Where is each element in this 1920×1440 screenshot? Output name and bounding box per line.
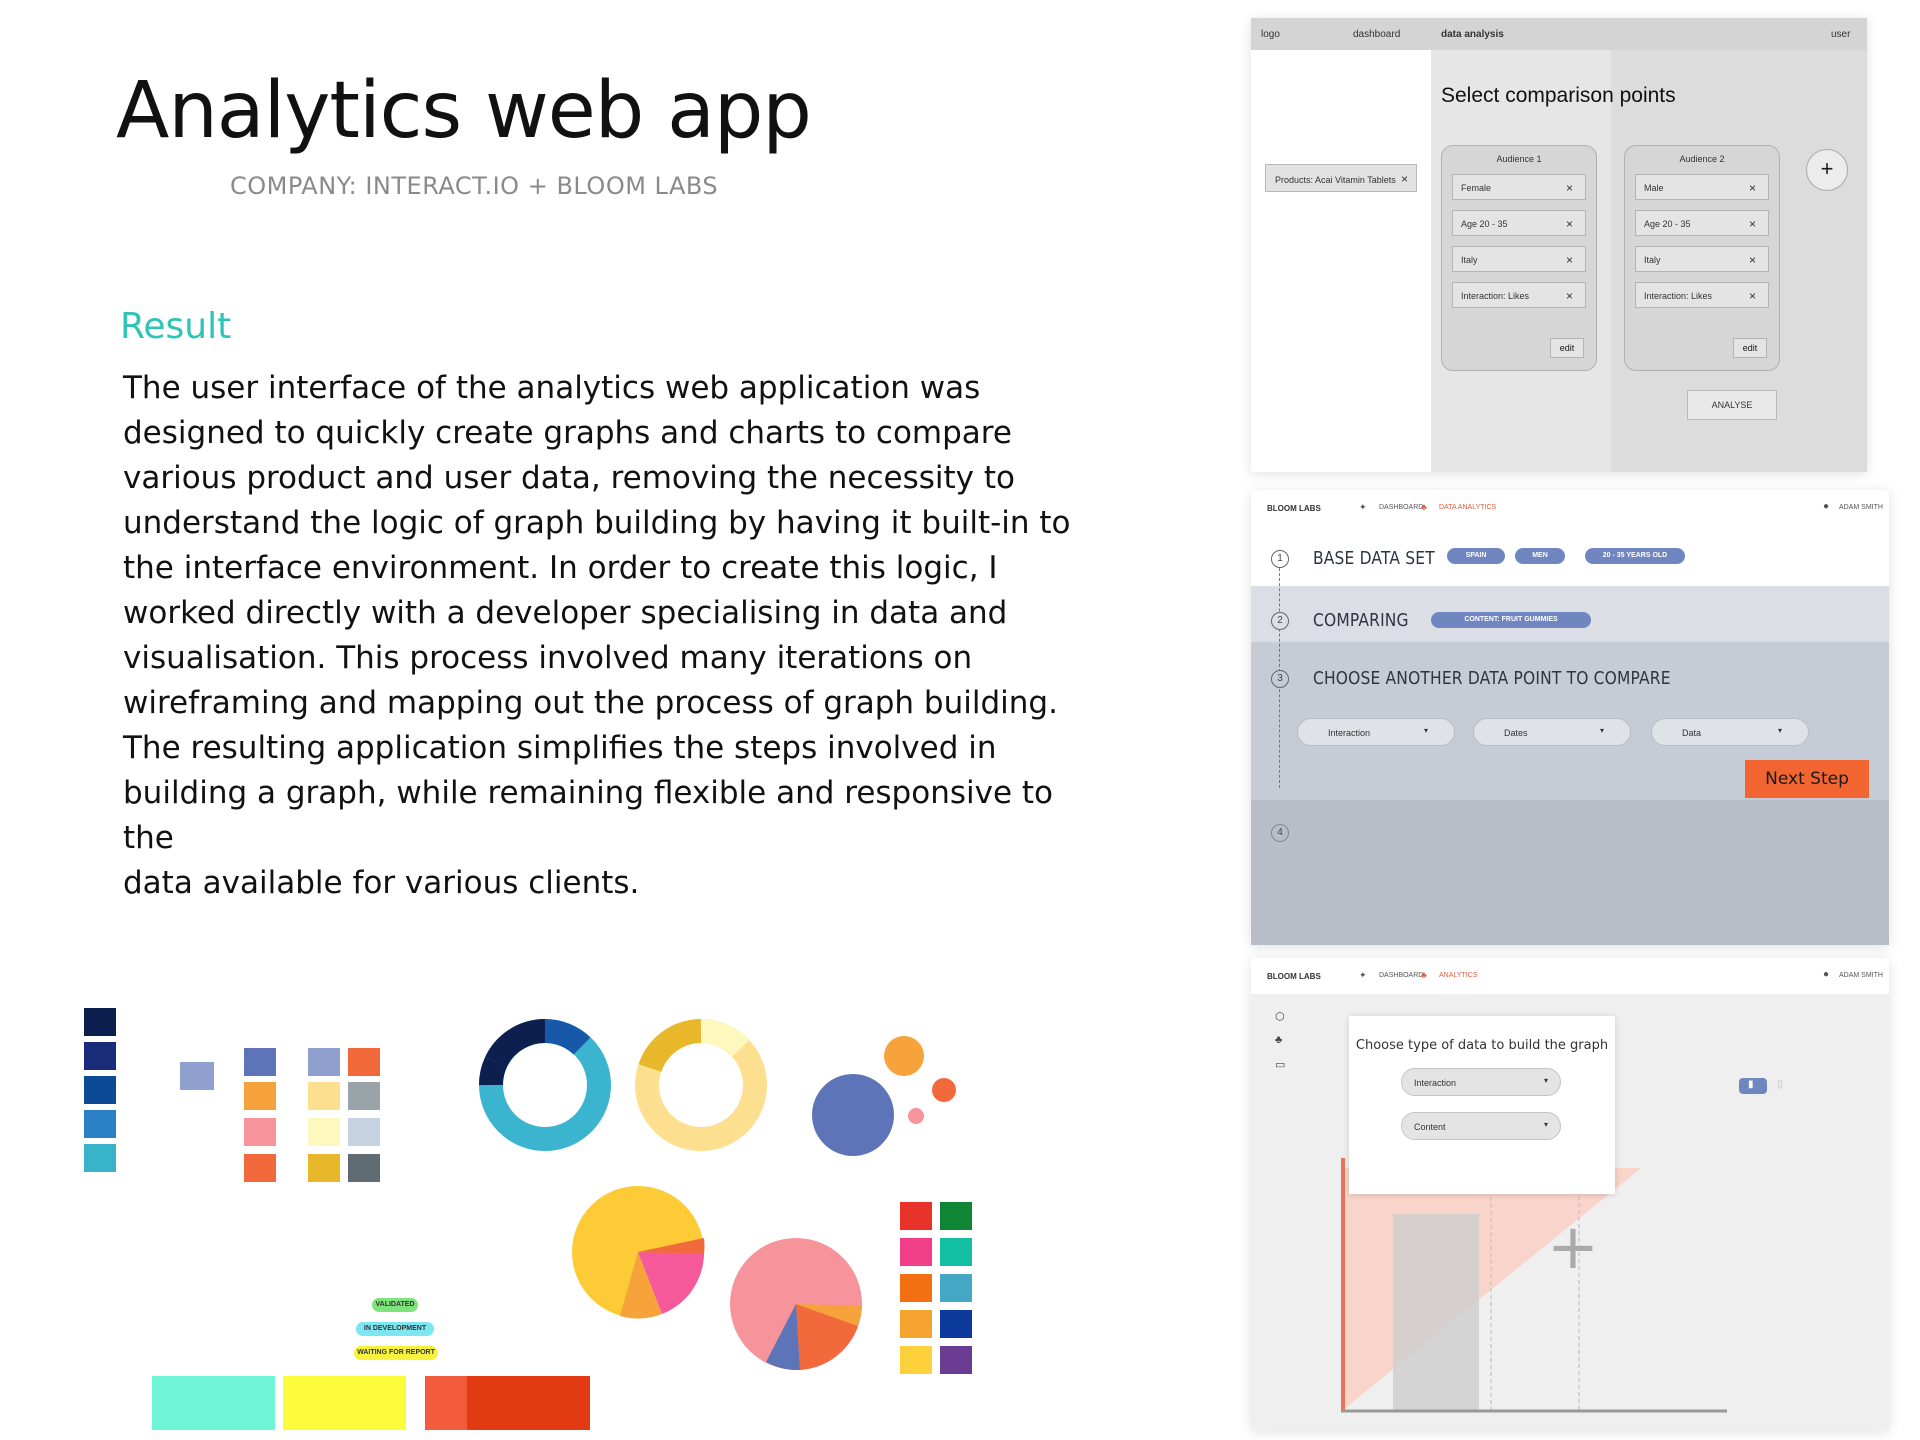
color-swatch — [244, 1154, 276, 1182]
result-heading: Result — [120, 306, 232, 347]
color-swatch — [84, 1144, 116, 1172]
bloom-logo[interactable]: BLOOM LABS — [1267, 504, 1321, 513]
filter-chip[interactable] — [1452, 174, 1586, 200]
company-subtitle: COMPANY: INTERACT.IO + BLOOM LABS — [230, 172, 719, 200]
edit-button[interactable]: edit — [1550, 338, 1584, 358]
nav-data-analytics[interactable]: DATA ANALYTICS — [1439, 504, 1497, 511]
cube-icon[interactable]: ⬡ — [1275, 1011, 1285, 1023]
donut-segment — [650, 1031, 701, 1068]
page-title: Analytics web app — [116, 66, 811, 156]
close-icon[interactable]: × — [1400, 172, 1408, 186]
color-bar — [425, 1376, 467, 1430]
bubble-medium — [884, 1036, 924, 1076]
wireframe-heading: Select comparison points — [1441, 84, 1676, 107]
chip-label: Interaction: Likes — [1644, 291, 1713, 301]
bubble-small — [932, 1078, 956, 1102]
graph-type-card — [1349, 1016, 1615, 1194]
chevron-down-icon: ▾ — [1777, 726, 1782, 735]
step-label: BASE DATA SET — [1313, 548, 1435, 569]
chip-label: Age 20 - 35 — [1461, 219, 1508, 229]
add-icon[interactable]: + — [1547, 1210, 1599, 1283]
pie-chart-pink — [728, 1236, 864, 1372]
dropdown-label: Interaction — [1328, 728, 1371, 738]
color-swatch — [348, 1082, 380, 1110]
nav-dashboard[interactable]: DASHBOARD — [1379, 504, 1424, 511]
column-chart-icon: ▯ — [1777, 1079, 1783, 1090]
graph-bar-placeholder — [1393, 1214, 1479, 1410]
color-swatch — [308, 1048, 340, 1076]
donut-chart-yellow — [626, 1010, 776, 1160]
wireframe-screen — [1251, 18, 1867, 472]
bloom-graph-screen — [1251, 958, 1889, 1430]
bubble-large — [812, 1074, 894, 1156]
donut-chart-blue — [470, 1010, 620, 1160]
pie-chart-yellow — [570, 1184, 706, 1320]
filter-pill[interactable]: CONTENT: FRUIT GUMMIES — [1431, 612, 1591, 628]
nav-user[interactable]: user — [1831, 29, 1851, 40]
analyse-button[interactable]: ANALYSE — [1687, 390, 1777, 420]
color-swatch — [900, 1274, 932, 1302]
wireframe-sidebar — [1251, 50, 1431, 472]
bloom-nav — [1251, 490, 1889, 526]
chevron-down-icon: ▾ — [1543, 1120, 1548, 1129]
color-swatch — [308, 1154, 340, 1182]
color-swatch — [84, 1110, 116, 1138]
filter-chip[interactable] — [1635, 282, 1769, 308]
bar-chart-icon: ▮ — [1748, 1079, 1754, 1090]
color-bar — [283, 1376, 406, 1430]
chevron-down-icon: ▾ — [1599, 726, 1604, 735]
color-swatch — [308, 1082, 340, 1110]
avatar[interactable]: ● — [1823, 501, 1830, 512]
color-bar — [467, 1376, 590, 1430]
color-swatch — [348, 1048, 380, 1076]
bloom-logo[interactable]: BLOOM LABS — [1267, 972, 1321, 981]
filter-chip[interactable] — [1452, 282, 1586, 308]
color-swatch — [244, 1082, 276, 1110]
graph-preview — [1341, 1158, 1811, 1418]
dates-dropdown[interactable] — [1473, 718, 1631, 746]
donut-segment — [491, 1062, 496, 1085]
calendar-icon[interactable]: ▭ — [1275, 1059, 1286, 1071]
content-dropdown[interactable] — [1401, 1112, 1561, 1140]
column-chart-toggle[interactable] — [1771, 1078, 1793, 1094]
donut-segment — [496, 1031, 545, 1062]
color-swatch — [940, 1346, 972, 1374]
donut-segment — [545, 1031, 582, 1046]
nav-dashboard[interactable]: DASHBOARD — [1379, 972, 1424, 979]
chevron-down-icon: ▾ — [1423, 726, 1428, 735]
step-number: 3 — [1271, 670, 1289, 688]
result-paragraph: The user interface of the analytics web application was designed to quickly create graphs and charts to compare various product and user data, removing the necessity to understand the logic of graph building by having it built-in to the interface environment. In order to create this logic, I worked directly with a developer specialising in data and visualisation. This process involved many iterations on wireframing and mapping out the process of graph building. The resulting application simplifies the steps involved in building a graph, while remaining flexible and responsive to the data available for various clients. — [123, 370, 1071, 901]
filter-pill[interactable]: 20 - 35 YEARS OLD — [1585, 548, 1685, 564]
audience-2-card — [1624, 145, 1780, 371]
audience-title: Audience 2 — [1679, 154, 1725, 164]
card-heading: Choose type of data to build the graph — [1355, 1038, 1609, 1053]
add-audience-button[interactable]: + — [1806, 149, 1848, 191]
color-swatch — [244, 1118, 276, 1146]
data-dropdown[interactable] — [1651, 718, 1809, 746]
chip-label: Interaction: Likes — [1461, 291, 1530, 301]
color-swatch — [900, 1202, 932, 1230]
chip-label: Male — [1644, 183, 1664, 193]
color-swatch — [940, 1310, 972, 1338]
bloom-step-screen — [1251, 490, 1889, 945]
color-swatch — [84, 1076, 116, 1104]
nav-data-analysis[interactable]: data analysis — [1441, 29, 1504, 40]
status-tag-in-development: IN DEVELOPMENT — [356, 1322, 434, 1336]
wireframe-nav — [1251, 18, 1867, 50]
close-icon[interactable]: × — [1565, 217, 1573, 231]
color-swatch — [940, 1274, 972, 1302]
color-swatch — [348, 1118, 380, 1146]
edit-button[interactable]: edit — [1733, 338, 1767, 358]
color-swatch — [900, 1238, 932, 1266]
close-icon[interactable]: × — [1565, 253, 1573, 267]
close-icon[interactable]: × — [1565, 289, 1573, 303]
color-swatch — [348, 1154, 380, 1182]
filter-chip[interactable] — [1635, 246, 1769, 272]
filter-chip[interactable] — [1635, 210, 1769, 236]
interaction-dropdown[interactable] — [1401, 1068, 1561, 1096]
graph-area-shape-light — [1345, 1168, 1641, 1408]
color-swatch — [900, 1346, 932, 1374]
chip-label: Female — [1461, 183, 1492, 193]
close-icon[interactable]: × — [1748, 253, 1756, 267]
bloom-nav — [1251, 958, 1889, 994]
chip-label: Italy — [1461, 255, 1478, 265]
dropdown-label: Interaction — [1414, 1078, 1457, 1088]
next-step-button[interactable]: Next Step — [1745, 760, 1869, 798]
close-icon[interactable]: × — [1748, 289, 1756, 303]
bar-chart-toggle[interactable] — [1739, 1078, 1767, 1094]
color-swatch — [84, 1008, 116, 1036]
product-chip-label: Products: Acai Vitamin Tablets — [1275, 175, 1396, 185]
users-icon[interactable]: ♣ — [1275, 1034, 1283, 1046]
filter-chip[interactable] — [1635, 174, 1769, 200]
close-icon[interactable]: × — [1748, 181, 1756, 195]
bubble-tiny — [908, 1108, 924, 1124]
step-number: 1 — [1271, 550, 1289, 568]
interaction-dropdown[interactable] — [1297, 718, 1455, 746]
color-swatch — [940, 1202, 972, 1230]
donut-segment — [701, 1031, 741, 1048]
color-swatch — [180, 1062, 214, 1090]
chip-label: Italy — [1644, 255, 1661, 265]
users-icon: ♣ — [1421, 970, 1427, 980]
close-icon[interactable]: × — [1565, 181, 1573, 195]
filter-chip[interactable] — [1452, 210, 1586, 236]
status-tag-validated: VALIDATED — [372, 1298, 418, 1312]
chevron-down-icon: ▾ — [1543, 1076, 1548, 1085]
color-swatch — [900, 1310, 932, 1338]
dropdown-label: Dates — [1504, 728, 1528, 738]
step-label: COMPARING — [1313, 610, 1409, 631]
step-4-band — [1251, 800, 1889, 945]
dropdown-label: Data — [1682, 728, 1702, 738]
filter-pill[interactable]: MEN — [1515, 548, 1565, 564]
step-number: 4 — [1271, 824, 1289, 842]
audience-1-card — [1441, 145, 1597, 371]
color-bar — [152, 1376, 275, 1430]
dashboard-icon: ✦ — [1359, 502, 1367, 512]
nav-logo[interactable]: logo — [1261, 29, 1280, 40]
color-swatch — [84, 1042, 116, 1070]
chip-label: Age 20 - 35 — [1644, 219, 1691, 229]
avatar[interactable]: ● — [1823, 969, 1830, 980]
product-chip[interactable] — [1265, 164, 1417, 192]
status-tag-waiting-for-report: WAITING FOR REPORT — [354, 1346, 438, 1360]
users-icon: ♣ — [1421, 502, 1427, 512]
dropdown-label: Content — [1414, 1122, 1446, 1132]
filter-pill[interactable]: SPAIN — [1447, 548, 1505, 564]
nav-dashboard[interactable]: dashboard — [1353, 29, 1401, 40]
dashboard-icon: ✦ — [1359, 970, 1367, 980]
audience-title: Audience 1 — [1496, 154, 1542, 164]
nav-analytics[interactable]: ANALYTICS — [1439, 972, 1478, 979]
user-name[interactable]: ADAM SMITH — [1839, 504, 1883, 511]
step-label: CHOOSE ANOTHER DATA POINT TO COMPARE — [1313, 668, 1671, 689]
style-guide — [0, 990, 1000, 1440]
color-swatch — [940, 1238, 972, 1266]
color-swatch — [308, 1118, 340, 1146]
close-icon[interactable]: × — [1748, 217, 1756, 231]
color-swatch — [244, 1048, 276, 1076]
filter-chip[interactable] — [1452, 246, 1586, 272]
user-name[interactable]: ADAM SMITH — [1839, 972, 1883, 979]
step-number: 2 — [1271, 612, 1289, 630]
